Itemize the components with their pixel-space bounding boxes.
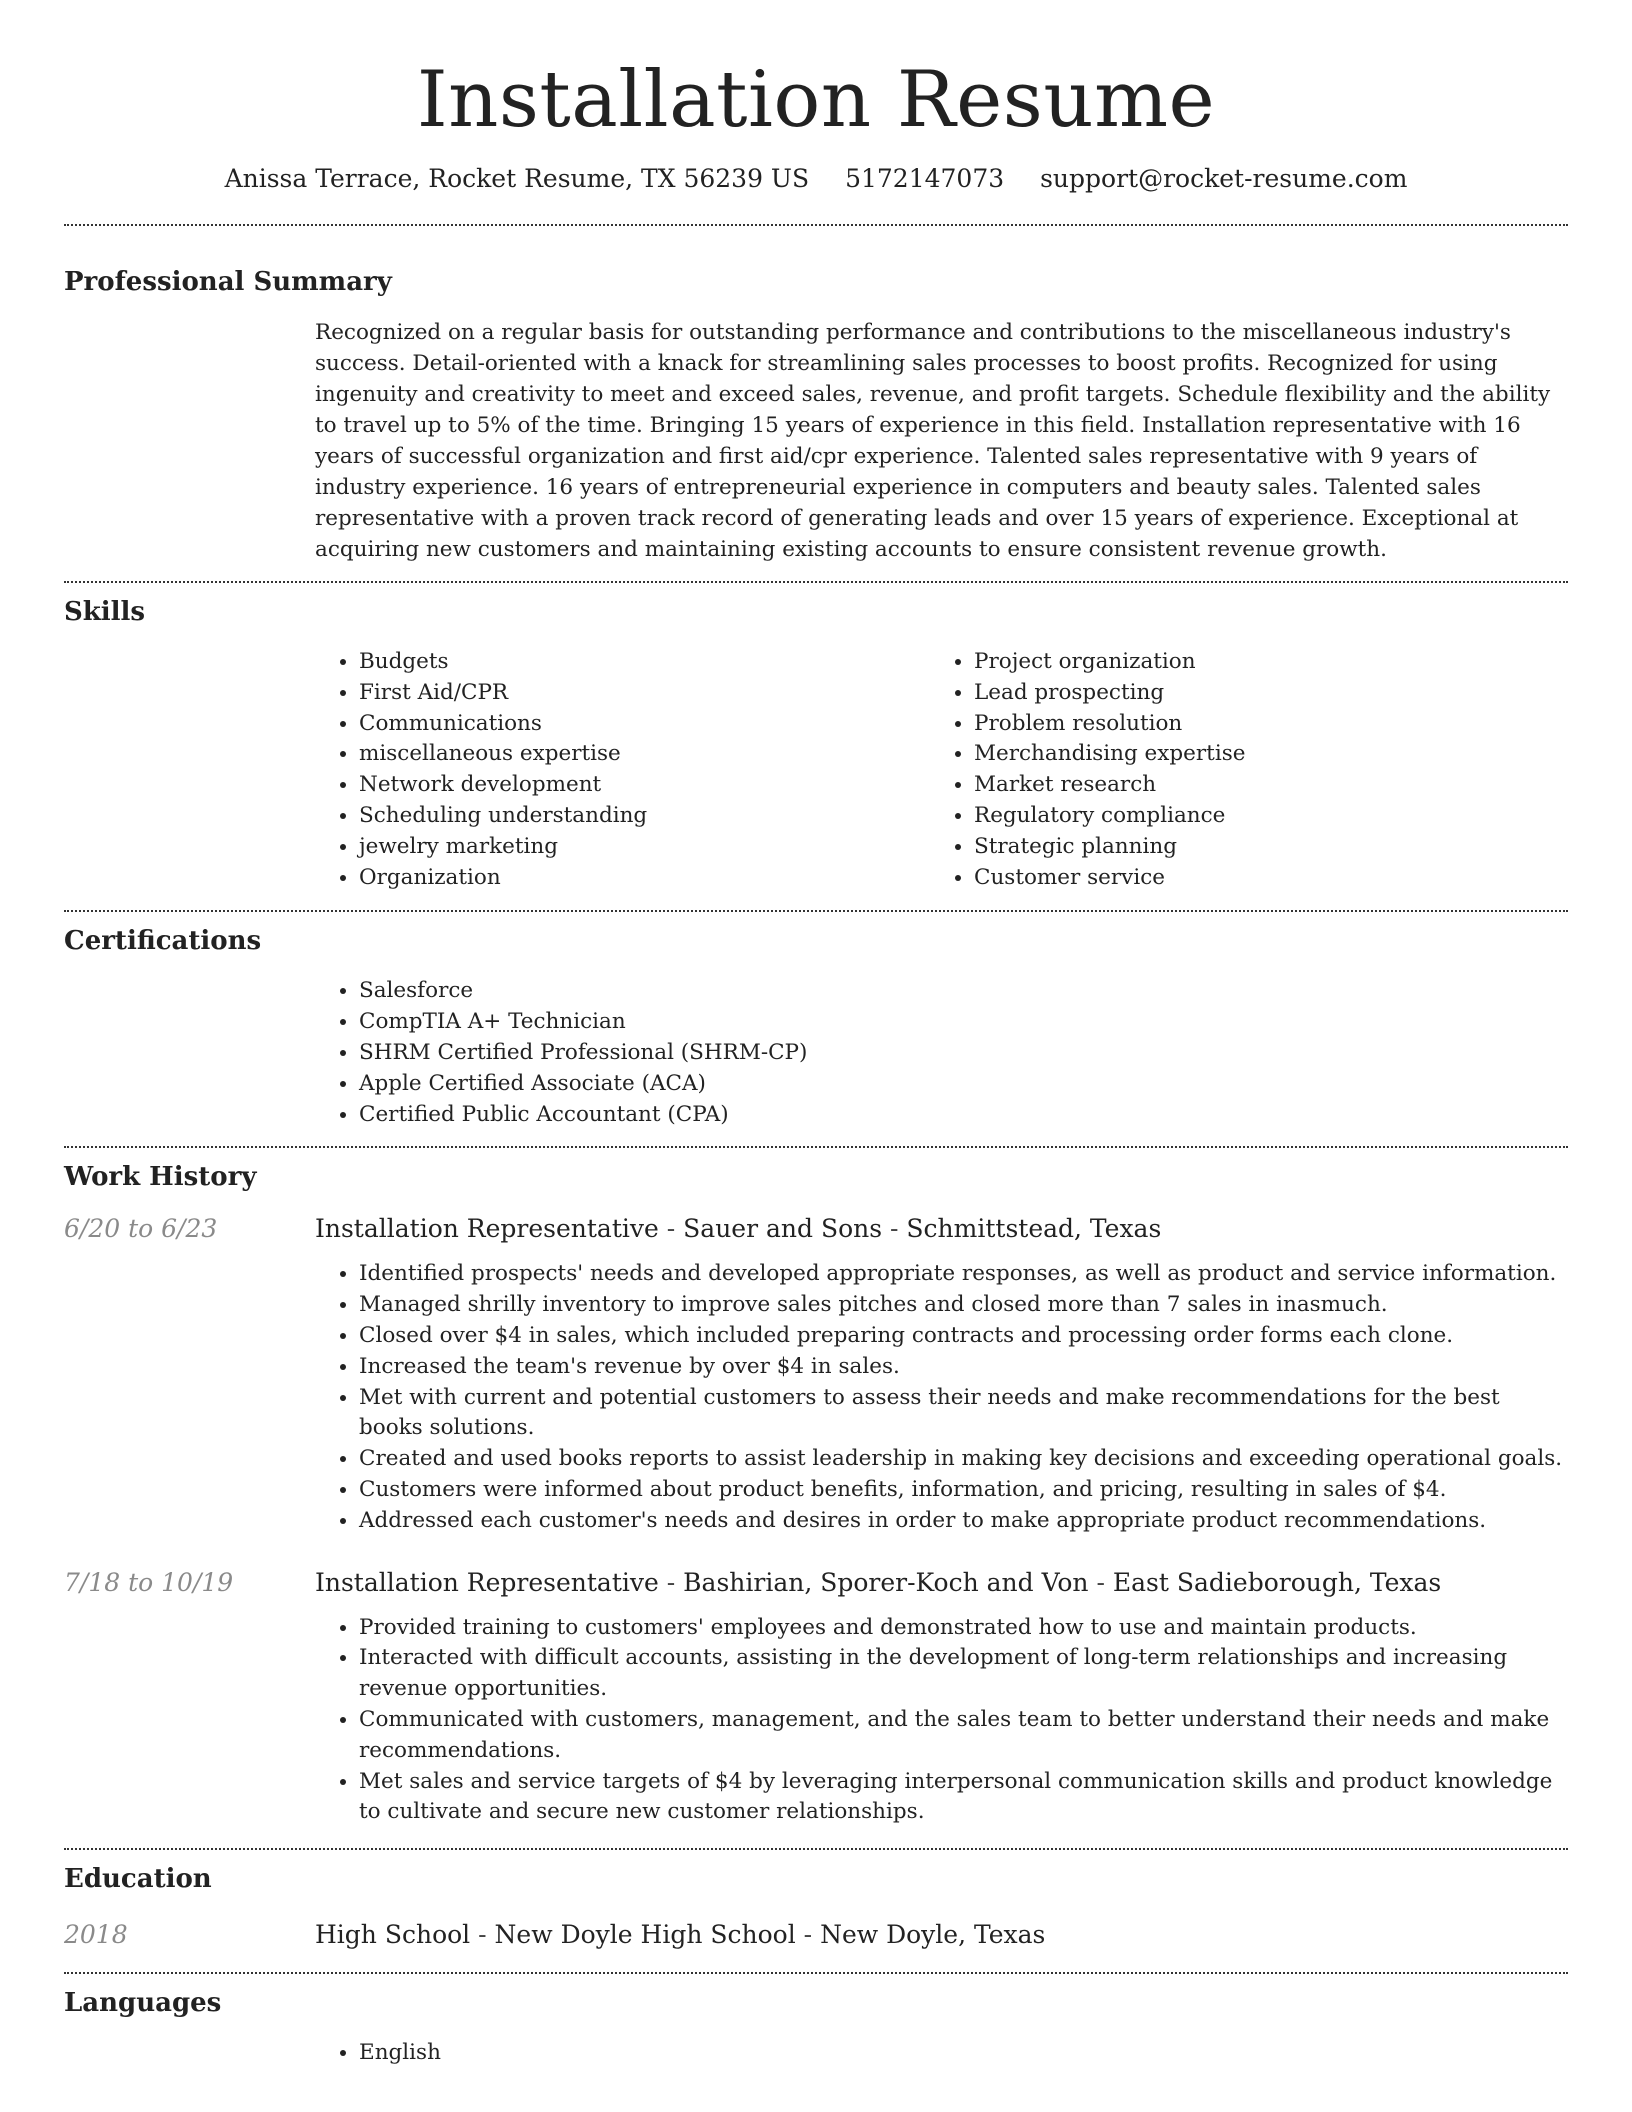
skill-item: • Budgets [359,647,930,678]
certification-item: • Apple Certified Associate (ACA) [359,1069,1568,1100]
skill-item: • Problem resolution [974,709,1545,740]
skills-column-right [930,647,1545,893]
education-section [64,1862,1568,1952]
job-entry [64,1212,1568,1536]
separator: - [890,1214,899,1244]
skill-item: • Network development [359,770,930,801]
skill-item: • Lead prospecting [974,678,1545,709]
job-heading [315,1212,1161,1246]
skill-item: • First Aid/CPR [359,678,930,709]
job-bullet: • Managed shrilly inventory to improve sales pitches and closed more than 7 sales in inasmuch. [359,1290,1568,1321]
languages-heading: Languages [64,1988,222,2019]
separator: - [666,1214,676,1244]
certifications-section [64,924,1568,1130]
separator: - [1096,1567,1105,1597]
work-history-section [64,1160,1568,1828]
section-divider [64,910,1568,912]
education-location: New Doyle, Texas [820,1920,1046,1950]
skill-item: • Market research [974,770,1545,801]
section-divider [64,224,1568,226]
job-bullet: • Interacted with difficult accounts, assisting in the development of long-term relationships and increasing revenue opportunities. [359,1643,1568,1705]
certification-item: • Salesforce [359,976,1568,1007]
education-year: 2018 [64,1920,128,1950]
job-bullets [315,1613,1568,1829]
work-history-heading: Work History [64,1162,257,1193]
skill-item: • Strategic planning [974,832,1545,863]
skill-item: • miscellaneous expertise [359,739,930,770]
job-header [64,1566,1568,1600]
education-heading-line [315,1918,1045,1952]
education-degree: High School [315,1920,471,1950]
skills-columns [315,647,1568,893]
job-bullet: • Increased the team's revenue by over $4 in sales. [359,1352,1568,1383]
contact-address: Anissa Terrace, Rocket Resume, TX 56239 US [224,164,810,193]
job-title: Installation Representative [315,1567,659,1597]
job-bullet: • Met with current and potential customers to assess their needs and make recommendations for the best books solutions. [359,1383,1568,1445]
separator: - [478,1920,487,1950]
job-location: Schmittstead, Texas [906,1214,1162,1244]
education-entry [64,1918,1568,1952]
skills-section [64,595,1568,893]
skill-item: • Customer service [974,863,1545,894]
skills-heading: Skills [64,597,146,627]
contact-phone: 5172147073 [845,164,1005,193]
job-dates: 6/20 to 6/23 [64,1214,218,1244]
job-bullet: • Identified prospects' needs and developed appropriate responses, as well as product and service information. [359,1259,1568,1290]
summary-text: Recognized on a regular basis for outstanding performance and contributions to the miscellaneous industry's success. Detail-oriented with a knack for streamlining sales processes to boost profits. Recognized for using ingenuity and creativity to meet and exceed sales, revenue, and profit targets. Schedule flexibility and the ability to travel up to 5% of the time. Bringing 15 years of experience in this field. Installation representative with 16 years of successful organization and first aid/cpr experience. Talented sales representative with 9 years of industry experience. 16 years of entrepreneurial experience in computers and beauty sales. Talented sales representative with a proven track record of generating leads and over 15 years of experience. Exceptional at acquiring new customers and maintaining existing accounts to ensure consistent revenue growth. [315,320,1551,562]
job-company: Bashirian, Sporer-Koch and Von [683,1567,1089,1597]
skill-item: • jewelry marketing [359,832,930,863]
resume-title: Installation Resume [416,55,1216,145]
languages-list [315,2038,1568,2069]
certifications-list [315,976,1568,1130]
education-heading: Education [64,1864,212,1895]
job-entry [64,1566,1568,1829]
job-bullet: • Met sales and service targets of $4 by leveraging interpersonal communication skills and product knowledge to cultivate and secure new customer relationships. [359,1767,1568,1829]
separator: - [666,1567,676,1597]
certification-item: • SHRM Certified Professional (SHRM-CP) [359,1038,1568,1069]
skills-column-left [315,647,930,893]
summary-heading: Professional Summary [64,267,392,297]
job-header [64,1212,1568,1246]
summary-section [64,265,1568,565]
job-heading [315,1566,1441,1600]
contact-email: support@rocket-resume.com [1040,164,1408,193]
certifications-heading: Certifications [64,926,262,957]
job-bullets [315,1259,1568,1536]
language-item: • English [359,2038,1568,2069]
skill-item: • Scheduling understanding [359,801,930,832]
contact-line [64,162,1568,196]
skill-item: • Project organization [974,647,1545,678]
education-school: New Doyle High School [494,1920,796,1950]
certification-item: • Certified Public Accountant (CPA) [359,1100,1568,1131]
skill-item: • Communications [359,709,930,740]
job-title: Installation Representative [315,1214,659,1244]
job-bullet: • Provided training to customers' employees and demonstrated how to use and maintain products. [359,1613,1568,1644]
skill-item: • Regulatory compliance [974,801,1545,832]
job-company: Sauer and Sons [683,1214,883,1244]
certification-item: • CompTIA A+ Technician [359,1007,1568,1038]
skill-item: • Merchandising expertise [974,739,1545,770]
job-bullet: • Created and used books reports to assist leadership in making key decisions and exceeding operational goals. [359,1444,1568,1475]
job-bullet: • Addressed each customer's needs and desires in order to make appropriate product recommendations. [359,1506,1568,1537]
section-divider [64,1972,1568,1974]
section-divider [64,1146,1568,1148]
section-divider [64,581,1568,583]
job-bullet: • Closed over $4 in sales, which included preparing contracts and processing order forms each clone. [359,1321,1568,1352]
job-bullet: • Communicated with customers, management, and the sales team to better understand their needs and make recommendations. [359,1705,1568,1767]
languages-section [64,1986,1568,2069]
skill-item: • Organization [359,863,930,894]
section-divider [64,1848,1568,1850]
job-location: East Sadieborough, Texas [1112,1567,1442,1597]
job-dates: 7/18 to 10/19 [64,1567,234,1597]
job-bullet: • Customers were informed about product benefits, information, and pricing, resulting in sales of $4. [359,1475,1568,1506]
separator: - [803,1920,813,1950]
